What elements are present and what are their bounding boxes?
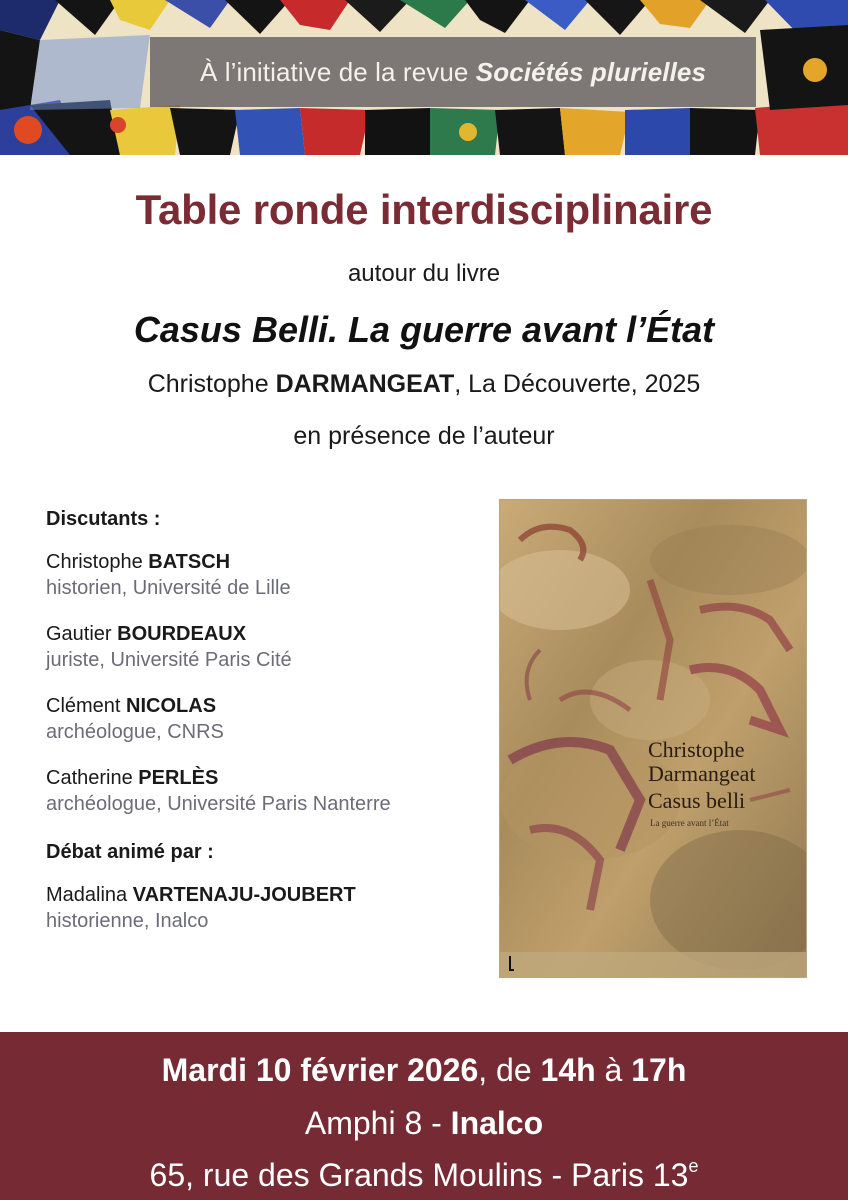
publisher-year: , La Découverte, 2025: [454, 370, 701, 398]
start-time: 14h: [540, 1052, 596, 1088]
header-banner: [0, 0, 848, 155]
discussant-role: archéologue, Université Paris Nanterre: [46, 793, 391, 815]
address: 65, rue des Grands Moulins - Paris 13: [149, 1157, 689, 1193]
author-presence: en présence de l’auteur: [293, 422, 555, 450]
last-name: BOURDEAUX: [117, 623, 247, 645]
event-title: Table ronde interdisciplinaire: [135, 186, 713, 233]
discussant-name: [46, 765, 486, 791]
event-datetime: [0, 1052, 848, 1089]
participants: [46, 508, 486, 934]
discussant: [46, 549, 486, 601]
discussant-role: juriste, Université Paris Cité: [46, 649, 292, 671]
room: Amphi 8 -: [304, 1105, 451, 1141]
event-footer: [0, 1032, 848, 1200]
cover-author-line1: Christophe: [648, 737, 745, 762]
event-date: Mardi 10 février 2026: [161, 1052, 479, 1088]
moderator-role: historienne, Inalco: [46, 910, 209, 932]
first-name: Christophe: [46, 551, 149, 573]
end-time: 17h: [631, 1052, 687, 1088]
first-name: Clément: [46, 695, 127, 717]
moderator-label: Débat animé par :: [46, 841, 214, 863]
last-name: NICOLAS: [126, 695, 217, 717]
author-last-name: DARMANGEAT: [275, 370, 455, 398]
time-separator: , de: [478, 1052, 541, 1088]
discussants-label: Discutants :: [46, 508, 161, 530]
cover-subtitle: La guerre avant l’État: [650, 818, 729, 828]
author-first-name: Christophe: [147, 370, 276, 398]
last-name: VARTENAJU-JOUBERT: [132, 884, 356, 906]
book-cover-image: [500, 500, 806, 977]
address-superscript: e: [688, 1156, 699, 1176]
event-venue: [0, 1105, 848, 1142]
moderator: [46, 882, 486, 934]
cover-author: [648, 738, 756, 786]
event-address: [0, 1156, 848, 1194]
discussant-name: [46, 621, 486, 647]
first-name: Catherine: [46, 767, 139, 789]
journal-name: Sociétés plurielles: [475, 56, 707, 87]
discussant-name: [46, 693, 486, 719]
cover-author-line2: Darmangeat: [648, 761, 756, 786]
moderator-name: [46, 882, 486, 908]
time-middle: à: [595, 1052, 632, 1088]
banner-text: [200, 57, 706, 88]
discussant-role: historien, Université de Lille: [46, 577, 291, 599]
banner-strip: [150, 37, 756, 107]
first-name: Gautier: [46, 623, 118, 645]
institution: Inalco: [450, 1105, 544, 1141]
event-subtitle: autour du livre: [347, 260, 501, 287]
first-name: Madalina: [46, 884, 133, 906]
book-info: [0, 370, 848, 399]
discussant: [46, 693, 486, 745]
banner-prefix: À l’initiative de la revue: [199, 56, 476, 87]
last-name: PERLÈS: [138, 767, 219, 789]
discussant: [46, 765, 486, 817]
book-title: Casus Belli. La guerre avant l’État: [133, 309, 715, 350]
last-name: BATSCH: [148, 551, 231, 573]
discussant-name: [46, 549, 486, 575]
cover-title: Casus belli: [648, 788, 746, 813]
discussant-role: archéologue, CNRS: [46, 721, 224, 743]
discussant: [46, 621, 486, 673]
